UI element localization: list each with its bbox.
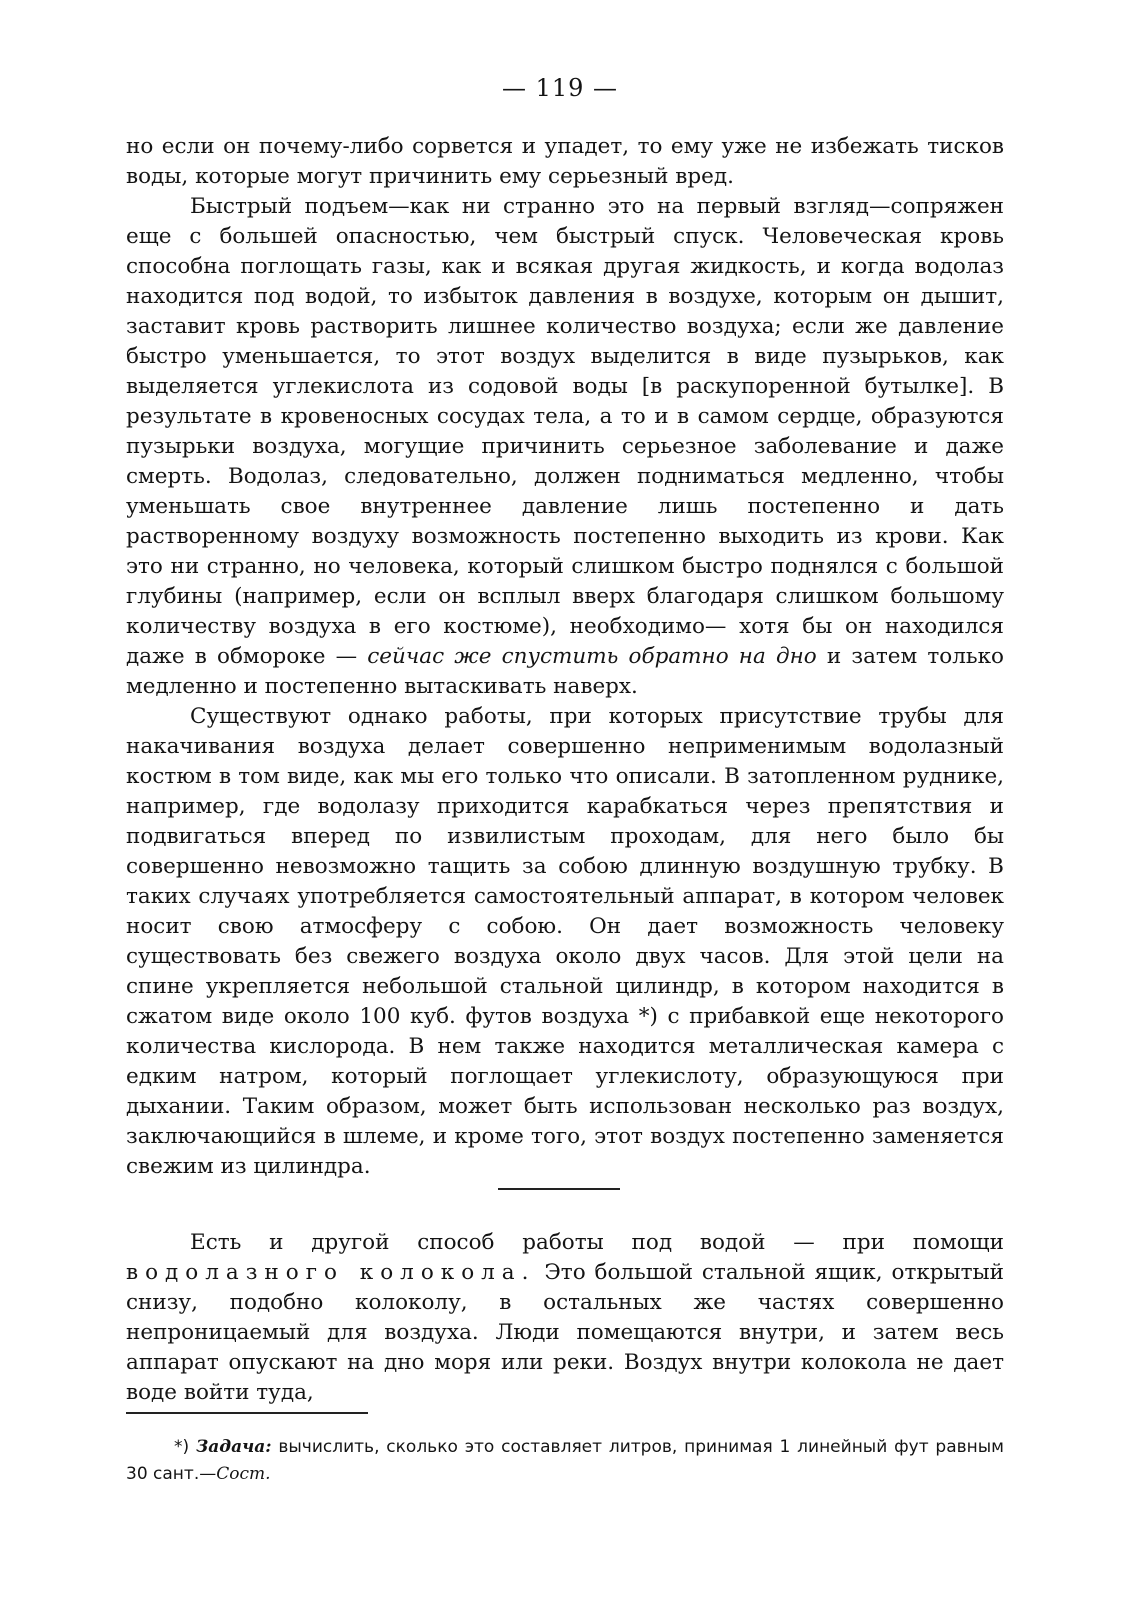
section-divider: [498, 1188, 620, 1190]
footnote-signature: Сост.: [216, 1464, 271, 1484]
page-number: — 119 —: [501, 74, 619, 102]
footnote: [126, 1434, 1004, 1488]
paragraph-4-text: Есть и другой способ работы под водой — при помощи: [190, 1230, 1004, 1255]
paragraph-3: Существуют однако работы, при которых присутствие трубы для накачивания воздуха делает совершенно неприменимым водолазный костюм в том виде, как мы его только что описали. В затопленном руднике, например, где водолазу приходится карабкаться через препятствия и подвигаться вперед по извилистым проходам, для него было бы совершенно невозможно тащить за собою длинную воздушную трубку. В таких случаях употребляется самостоятельный аппарат, в котором человек носит свою атмосферу с собою. Он дает возможность человеку существовать без свежего воздуха около двух часов. Для этой цели на спине укрепляется небольшой стальной цилиндр, в котором находится в сжатом виде около 100 куб. футов воздуха *) с прибавкой еще некоторого количества кислорода. В нем также находится металлическая камера с едким натром, который поглощает углекислоту, образующуюся при дыхании. Таким образом, может быть использован несколько раз воздух, заключающийся в шлеме, и кроме того, этот воздух постепенно заменяется свежим из цилиндра.: [126, 704, 1004, 1179]
paragraph-4-end: Это большой стальной ящик, открытый снизу, подобно колоколу, в остальных же частях совершенно непроницаемый для воздуха. Люди помещаются внутри, и затем весь аппарат опускают на дно моря или реки. Воздух внутри колокола не дает воде войти туда,: [126, 1260, 1004, 1405]
footnote-paragraph: [126, 1434, 1004, 1488]
paragraph-1: но если он почему-либо сорвется и упадет, то ему уже не избежать тисков воды, которые могут причинить ему серьезный вред.: [126, 134, 1004, 189]
footnote-divider: [126, 1412, 368, 1414]
footnote-label: Задача:: [195, 1437, 272, 1457]
paragraph-2-text: Быстрый подъем—как ни странно это на первый взгляд—сопряжен еще с большей опасностью, чем быстрый спуск. Человеческая кровь способна поглощать газы, как и всякая другая жидкость, и когда водолаз находится под водой, то избыток давления в воздухе, которым он дышит, заставит кровь растворить лишнее количество воздуха; если же давление быстро уменьшается, то этот воздух выделится в виде пузырьков, как выделяется углекислота из содовой воды [в раскупоренной бутылке]. В результате в кровеносных сосудах тела, а то и в самом сердце, образуются пузырьки воздуха, могущие причинить серьезное заболевание и даже смерть. Водолаз, следовательно, должен подниматься медленно, чтобы уменьшать свое внутреннее давление лишь постепенно и дать растворенному воздуху возможность постепенно выходить из крови. Как это ни странно, но человека, который слишком быстро поднялся с большой глубины (например, если он всплыл вверх благодаря слишком большому количеству воздуха в его костюме), необходимо— хотя бы он находился даже в обмороке —: [126, 194, 1004, 669]
paragraph-2-end: и затем только медленно и постепенно вытаскивать наверх.: [126, 644, 1004, 699]
main-text: [126, 132, 1004, 1182]
paragraph-2: [126, 192, 1004, 702]
paragraph-4: [126, 1228, 1004, 1408]
main-text-continued: [126, 1228, 1004, 1408]
paragraph-2-italic: сейчас же спустить обратно на дно: [367, 644, 817, 669]
paragraph-4-spaced-term: водолазного колокола.: [126, 1260, 536, 1285]
footnote-text: вычислить, сколько это составляет литров, принимая 1 линейный фут равным 30 сант.—: [126, 1437, 1005, 1484]
footnote-mark: *): [174, 1437, 190, 1457]
